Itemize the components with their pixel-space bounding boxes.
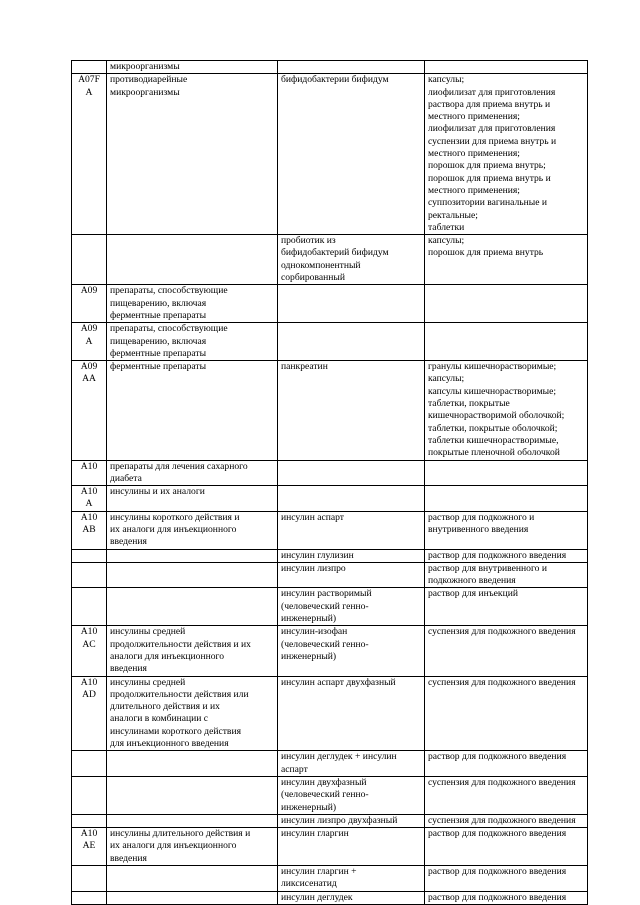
dosage-forms: раствор для подкожного введения [425,866,588,892]
atc-code [72,776,107,814]
group-name [107,751,278,777]
table-row [72,891,588,904]
table-row [72,562,588,588]
atc-code: A09 A [72,323,107,361]
drug-name [278,323,425,361]
dosage-forms: капсулы; лиофилизат для приготовления раствора для приема внутрь и местного применения; лиофилизат для приготовления суспензии для приема внутрь и местного применения; порошок для приема внутрь; порошок для приема внутрь и местного применения; суппозитории вагинальные и ректальные; таблетки [425,74,588,235]
table-row [72,486,588,512]
dosage-forms [425,486,588,512]
atc-code [72,235,107,285]
group-name: инсулины и их аналоги [107,486,278,512]
drug-name [278,61,425,74]
drug-name: инсулин растворимый (человеческий генно- инженерный) [278,588,425,626]
atc-code: A10 A [72,486,107,512]
group-name [107,235,278,285]
group-name [107,866,278,892]
dosage-forms: раствор для подкожного и внутривенного введения [425,511,588,549]
table-row [72,549,588,562]
atc-code: A10 [72,460,107,486]
dosage-forms: раствор для подкожного введения [425,891,588,904]
table-row [72,828,588,866]
group-name: ферментные препараты [107,361,278,460]
group-name: препараты для лечения сахарного диабета [107,460,278,486]
group-name: противодиарейные микроорганизмы [107,74,278,235]
drug-name: панкреатин [278,361,425,460]
dosage-forms [425,61,588,74]
drug-name: инсулин-изофан (человеческий генно- инженерный) [278,626,425,676]
atc-code [72,61,107,74]
table-row [72,235,588,285]
table-row [72,626,588,676]
table-row [72,814,588,827]
drug-name: инсулин глулизин [278,549,425,562]
dosage-forms: раствор для подкожного введения [425,549,588,562]
drug-name: инсулин лизпро двухфазный [278,814,425,827]
atc-code [72,891,107,904]
dosage-forms: суспензия для подкожного введения [425,626,588,676]
group-name [107,814,278,827]
drug-name: инсулин аспарт двухфазный [278,676,425,751]
atc-code: A10 AB [72,511,107,549]
dosage-forms: раствор для подкожного введения [425,751,588,777]
group-name: препараты, способствующие пищеварению, включая ферментные препараты [107,323,278,361]
dosage-forms: суспензия для подкожного введения [425,676,588,751]
table-row [72,866,588,892]
group-name: инсулины средней продолжительности действия и их аналоги для инъекционного введения [107,626,278,676]
dosage-forms: раствор для внутривенного и подкожного введения [425,562,588,588]
atc-code [72,751,107,777]
dosage-forms [425,323,588,361]
medication-table [71,60,588,905]
table-row [72,460,588,486]
table-row [72,751,588,777]
drug-name: пробиотик из бифидобактерий бифидум однокомпонентный сорбированный [278,235,425,285]
atc-code [72,814,107,827]
drug-name [278,460,425,486]
atc-code [72,866,107,892]
group-name [107,891,278,904]
group-name: инсулины длительного действия и их аналоги для инъекционного введения [107,828,278,866]
atc-code [72,549,107,562]
drug-name: инсулин гларгин [278,828,425,866]
drug-name [278,486,425,512]
atc-code: A09 AA [72,361,107,460]
drug-name: инсулин лизпро [278,562,425,588]
dosage-forms: раствор для инъекций [425,588,588,626]
group-name: микроорганизмы [107,61,278,74]
table-row [72,776,588,814]
table-row [72,285,588,323]
atc-code [72,588,107,626]
drug-name: инсулин деглудек + инсулин аспарт [278,751,425,777]
group-name [107,549,278,562]
drug-name: инсулин гларгин + ликсисенатид [278,866,425,892]
table-row [72,588,588,626]
drug-name: инсулин двухфазный (человеческий генно- инженерный) [278,776,425,814]
atc-code: A10 AD [72,676,107,751]
group-name [107,562,278,588]
drug-name: инсулин аспарт [278,511,425,549]
table-row [72,61,588,74]
dosage-forms [425,285,588,323]
dosage-forms [425,460,588,486]
drug-name [278,285,425,323]
table-row [72,361,588,460]
dosage-forms: суспензия для подкожного введения [425,776,588,814]
dosage-forms: капсулы; порошок для приема внутрь [425,235,588,285]
table-row [72,511,588,549]
table-row [72,676,588,751]
table-row [72,74,588,235]
dosage-forms: раствор для подкожного введения [425,828,588,866]
drug-name: бифидобактерии бифидум [278,74,425,235]
atc-code: A07F A [72,74,107,235]
dosage-forms: суспензия для подкожного введения [425,814,588,827]
atc-code: A10 AC [72,626,107,676]
drug-name: инсулин деглудек [278,891,425,904]
group-name: инсулины средней продолжительности действия или длительного действия и их аналоги в комбинации с инсулинами короткого действия для инъекционного введения [107,676,278,751]
group-name: инсулины короткого действия и их аналоги для инъекционного введения [107,511,278,549]
atc-code: A10 AE [72,828,107,866]
group-name: препараты, способствующие пищеварению, включая ферментные препараты [107,285,278,323]
table-row [72,323,588,361]
dosage-forms: гранулы кишечнорастворимые; капсулы; капсулы кишечнорастворимые; таблетки, покрытые кишечнорастворимой оболочкой; таблетки, покрытые оболочкой; таблетки кишечнорастворимые, покрытые пленочной оболочкой [425,361,588,460]
atc-code: A09 [72,285,107,323]
atc-code [72,562,107,588]
group-name [107,588,278,626]
group-name [107,776,278,814]
